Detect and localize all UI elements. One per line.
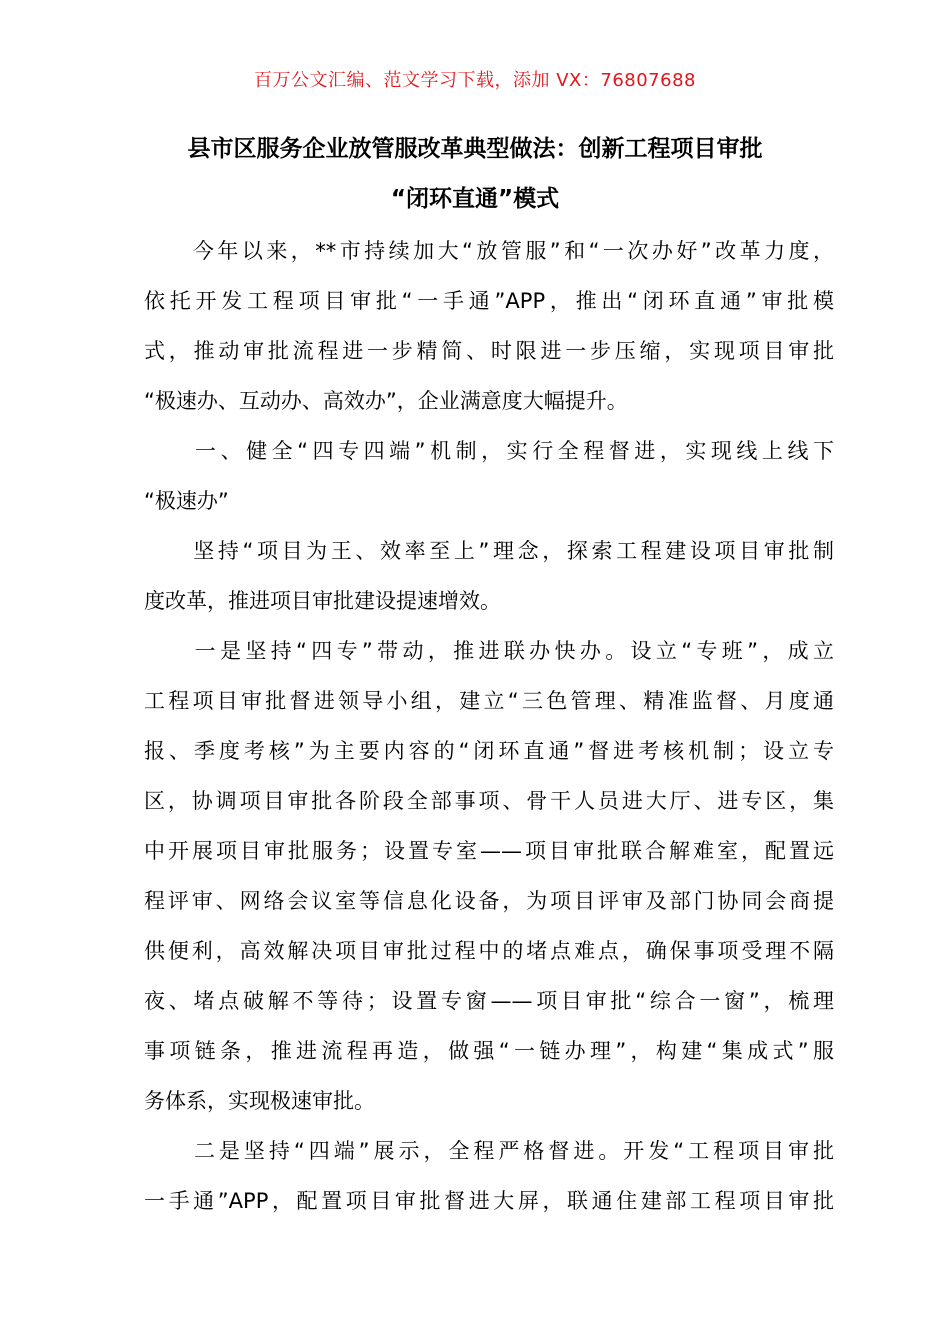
- body-line: 坚持“项目为王、效率至上”理念，探索工程建设项目审批制: [144, 539, 834, 563]
- body-line: 报、季度考核”为主要内容的“闭环直通”督进考核机制；设立专: [144, 739, 834, 763]
- watermark-banner: 百万公文汇编、范文学习下载，添加 VX：76807688: [254, 70, 696, 91]
- body-line: 中开展项目审批服务；设置专室——项目审批联合解难室，配置远: [144, 839, 834, 863]
- body-line: 工程项目审批督进领导小组，建立“三色管理、精准监督、月度通: [144, 689, 834, 713]
- body-line: 度改革，推进项目审批建设提速增效。: [144, 589, 501, 613]
- body-line: 依托开发工程项目审批“一手通”APP，推出“闭环直通”审批模: [144, 289, 834, 313]
- body-line: 今年以来，**市持续加大“放管服”和“一次办好”改革力度，: [144, 239, 834, 263]
- document-title-line-2: “闭环直通”模式: [390, 186, 560, 212]
- section-heading-line: “极速办”: [144, 489, 229, 513]
- body-line: 二是坚持“四端”展示，全程严格督进。开发“工程项目审批: [144, 1139, 834, 1163]
- body-line: “极速办、互动办、高效办”，企业满意度大幅提升。: [144, 389, 628, 413]
- body-line: 一手通”APP，配置项目审批督进大屏，联通住建部工程项目审批: [144, 1189, 834, 1213]
- body-line: 供便利，高效解决项目审批过程中的堵点难点，确保事项受理不隔: [144, 939, 834, 963]
- body-line: 区，协调项目审批各阶段全部事项、骨干人员进大厅、进专区，集: [144, 789, 834, 813]
- document-title-line-1: 县市区服务企业放管服改革典型做法：创新工程项目审批: [187, 136, 763, 162]
- body-line: 夜、堵点破解不等待；设置专窗——项目审批“综合一窗”，梳理: [144, 989, 834, 1013]
- body-line: 一是坚持“四专”带动，推进联办快办。设立“专班”，成立: [144, 639, 834, 663]
- body-line: 事项链条，推进流程再造，做强“一链办理”，构建“集成式”服: [144, 1039, 834, 1063]
- body-line: 务体系，实现极速审批。: [144, 1089, 375, 1113]
- section-heading-line: 一、健全“四专四端”机制，实行全程督进，实现线上线下: [144, 439, 834, 463]
- body-line: 程评审、网络会议室等信息化设备，为项目评审及部门协同会商提: [144, 889, 834, 913]
- body-line: 式，推动审批流程进一步精简、时限进一步压缩，实现项目审批: [144, 339, 834, 363]
